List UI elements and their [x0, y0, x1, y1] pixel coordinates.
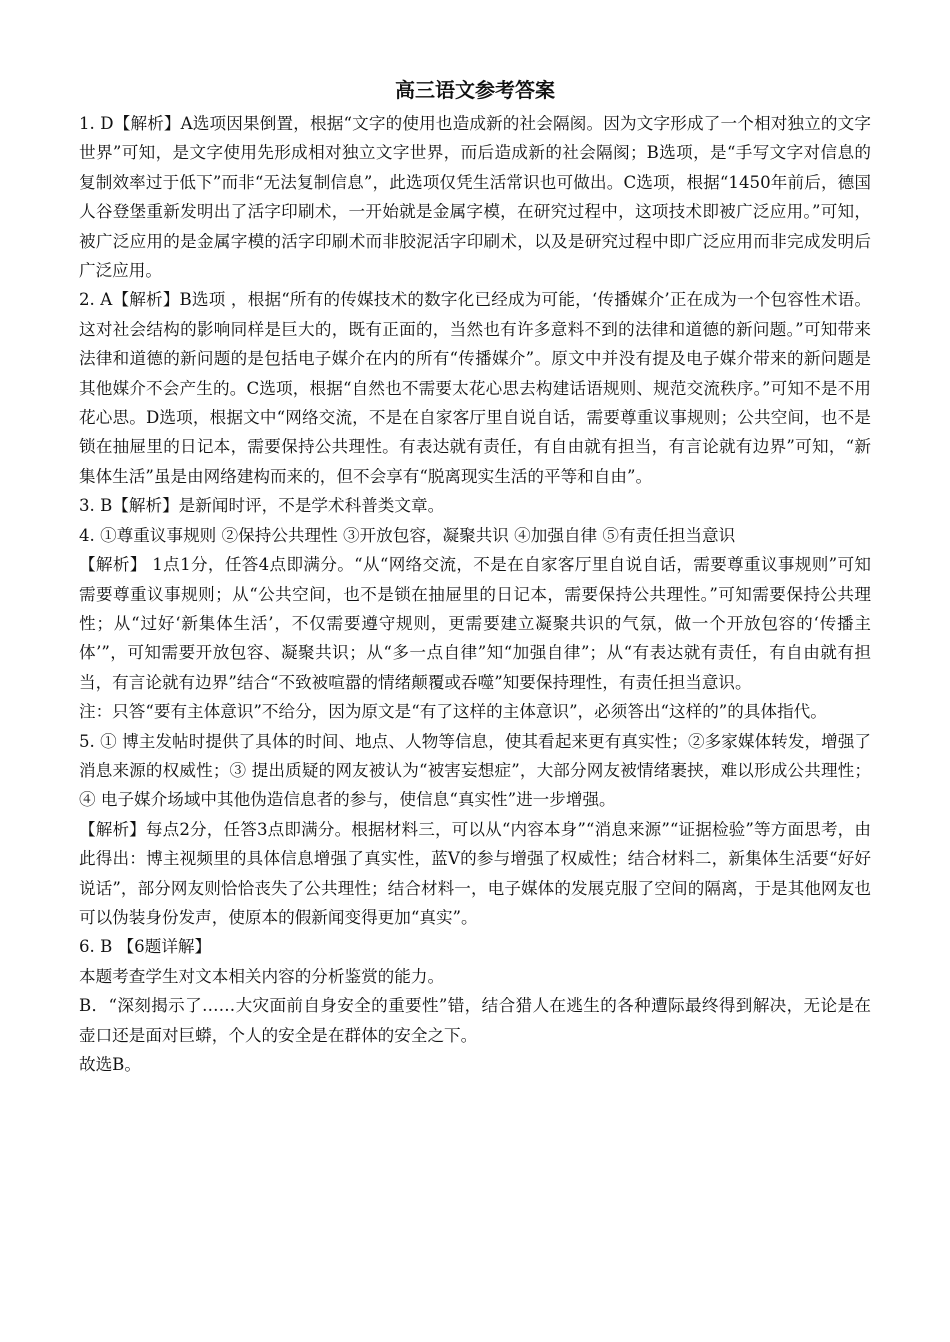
answer-paragraph: 1. D【解析】A选项因果倒置，根据“文字的使用也造成新的社会隔阂。因为文字形成了一个相对独立的文字世界”可知，是文字使用先形成相对独立文字世界，而后造成新的社会隔阂；B选项，是“手写文字对信息的复制效率过于低下”而非“无法复制信息”，此选项仅凭生活常识也可做出。C选项，根据“1450年前后，德国人谷登堡重新发明出了活字印刷术，一开始就是金属字模，在研究过程中，这项技术即被广泛应用。”可知，被广泛应用的是金属字模的活字印刷术而非胶泥活字印刷术，以及是研究过程中即广泛应用而非完成发明后广泛应用。 [79, 114, 871, 281]
answer-paragraph: 故选B。 [79, 1055, 141, 1074]
answer-paragraph: 本题考查学生对文本相关内容的分析鉴赏的能力。 [79, 966, 445, 986]
answer-paragraph: 4. ①尊重议事规则 ②保持公共理性 ③开放包容，凝聚共识 ④加强自律 ⑤有责任担当意识 [79, 525, 736, 545]
answer-paragraph: 注：只答“要有主体意识”不给分，因为原文是“有了这样的主体意识”，必须答出“这样的”的具体指代。 [79, 702, 827, 722]
answer-paragraph: 【解析】每点2分，任答3点即满分。根据材料三，可以从“内容本身”“消息来源”“证据检验”等方面思考，由此得出：博主视频里的具体信息增强了真实性，蓝V的参与增强了权威性；结合材料二，新集体生活要“好好说话”，部分网友则恰恰丧失了公共理性；结合材料一，电子媒体的发展克服了空间的隔离，于是其他网友也可以伪装身份发声，使原本的假新闻变得更加“真实”。 [79, 819, 871, 927]
answer-body [79, 109, 871, 1079]
answer-paragraph: 【解析】 1点1分，任答4点即满分。“从“网络交流，不是在自家客厅里自说自话，需要尊重议事规则”可知需要尊重议事规则；从“公共空间，也不是锁在抽屉里的日记本，需要保持公共理性。”可知需要保持公共理性；从“过好‘新集体生活’，不仅需要遵守规则，更需要建立凝聚共识的气氛，做一个开放包容的‘传播主体’”，可知需要开放包容、凝聚共识；从“多一点自律”知“加强自律”；从“有表达就有责任，有自由就有担当，有言论就有边界”结合“不致被喧嚣的情绪颠覆或吞噬”知要保持理性，有责任担当意识。 [79, 555, 871, 692]
answer-paragraph: 6. B 【6题详解】 [79, 937, 212, 957]
answer-paragraph: 5. ① 博主发帖时提供了具体的时间、地点、人物等信息，使其看起来更有真实性；②多家媒体转发，增强了消息来源的权威性；③ 提出质疑的网友被认为“被害妄想症”，大部分网友被情绪裹挟，难以形成公共理性；④ 电子媒介场域中其他伪造信息者的参与，使信息“真实性”进一步增强。 [79, 731, 871, 810]
answer-paragraph: 2. A【解析】B选项 ，根据“所有的传媒技术的数字化已经成为可能，‘传播媒介’正在成为一个包容性术语。这对社会结构的影响同样是巨大的，既有正面的，当然也有许多意料不到的法律和道德的新问题。”可知带来法律和道德的新问题的是包括电子媒介在内的所有“传播媒介”。原文中并没有提及电子媒介带来的新问题是其他媒介不会产生的。C选项，根据“自然也不需要太花心思去构建话语规则、规范交流秩序。”可知不是不用花心思。D选项，根据文中“网络交流，不是在自家客厅里自说自话，需要尊重议事规则；公共空间，也不是锁在抽屉里的日记本，需要保持公共理性。有表达就有责任，有自由就有担当，有言论就有边界”可知，“新集体生活”虽是由网络建构而来的，但不会享有“脱离现实生活的平等和自由”。 [79, 290, 871, 486]
page-title: 高三语文参考答案 [395, 78, 555, 102]
answer-paragraph: B．“深刻揭示了……大灾面前自身安全的重要性”错，结合猎人在逃生的各种遭际最终得到解决，无论是在壶口还是面对巨蟒，个人的安全是在群体的安全之下。 [79, 996, 871, 1045]
answer-paragraph: 3. B【解析】是新闻时评，不是学术科普类文章。 [79, 496, 445, 516]
